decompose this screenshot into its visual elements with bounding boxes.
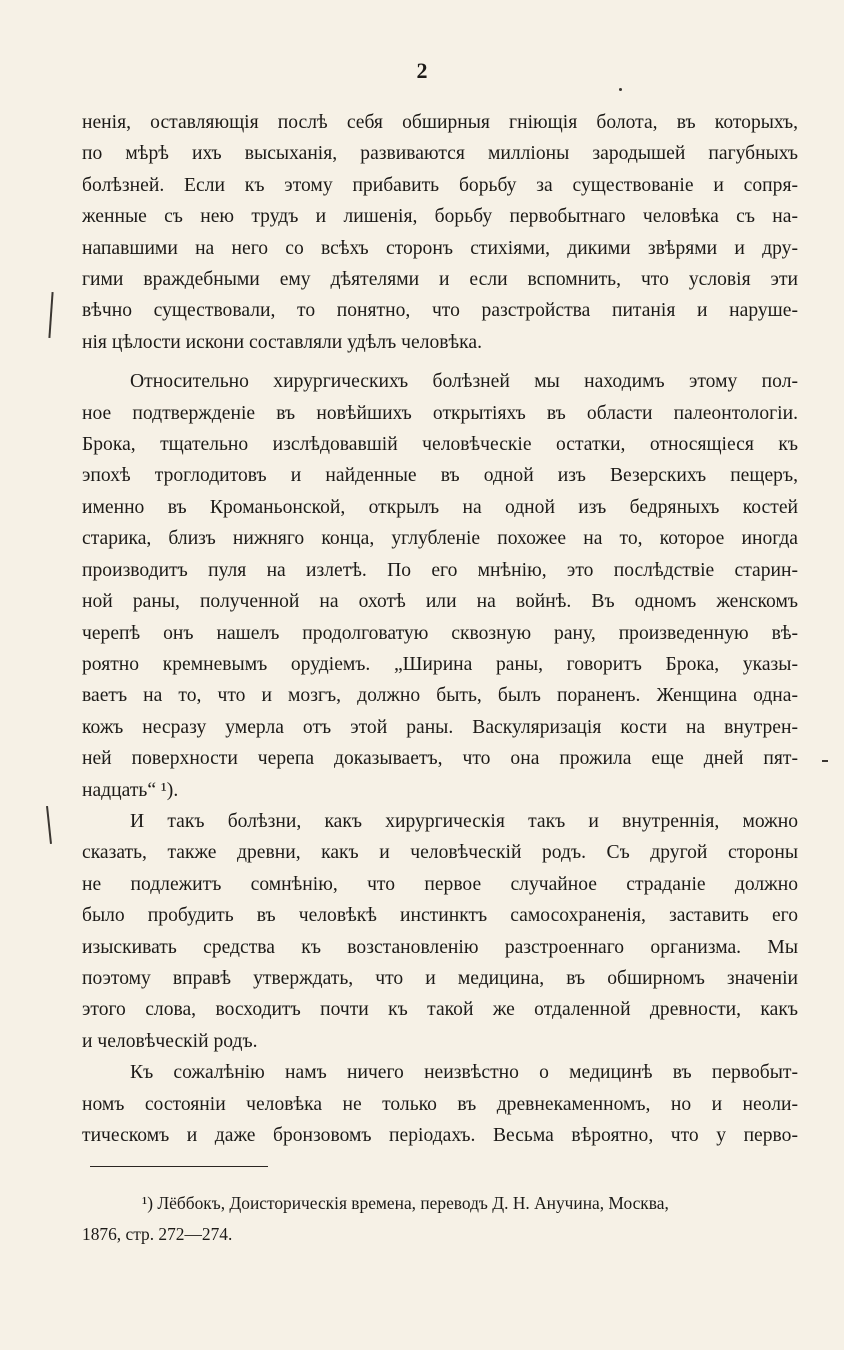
footnote: [82, 1188, 798, 1250]
text-line: производитъ пуля на излетѣ. По его мнѣнію, это послѣдствіе старин-: [82, 559, 798, 581]
text-line: эпохѣ троглодитовъ и найденные въ одной изъ Везерскихъ пещеръ,: [82, 465, 798, 487]
text-line: черепѣ онъ нашелъ продолговатую сквозную рану, произведенную вѣ-: [82, 622, 798, 644]
footnote-line: ¹) Лёббокъ, Доисторическія времена, переводъ Д. Н. Анучина, Москва,: [142, 1193, 669, 1213]
text-line: и человѣческій родъ.: [82, 1030, 258, 1052]
text-line: вѣчно существовали, то понятно, что разстройства питанія и наруше-: [82, 300, 798, 322]
footnote-line: 1876, стр. 272—274.: [82, 1224, 233, 1244]
text-line: кожъ несразу умерла отъ этой раны. Васкуляризація кости на внутрен-: [82, 716, 798, 738]
footnote-separator: [90, 1166, 268, 1167]
text-line: гими враждебными ему дѣятелями и если вспомнить, что условія эти: [82, 269, 798, 291]
body-text: [82, 107, 798, 1151]
page-number: 2: [416, 58, 428, 83]
text-line: не подлежитъ сомнѣнію, что первое случайное страданіе должно: [82, 873, 798, 895]
text-line: именно въ Кроманьонской, открылъ на одной изъ бедряныхъ костей: [82, 496, 798, 518]
text-line: роятно кремневымъ орудіемъ. „Ширина раны, говоритъ Брока, указы-: [82, 653, 798, 675]
text-line: изыскивать средства къ возстановленію разстроеннаго организма. Мы: [82, 936, 798, 958]
text-line: ное подтвержденіе въ новѣйшихъ открытіяхъ въ области палеонтологіи.: [82, 402, 798, 424]
text-line: Брока, тщательно изслѣдовавшій человѣческіе остатки, относящіеся къ: [82, 434, 798, 456]
text-line: болѣзней. Если къ этому прибавить борьбу за существованіе и сопря-: [82, 174, 798, 196]
text-line: старика, близъ нижняго конца, углубленіе похожее на то, которое иногда: [82, 528, 798, 550]
text-line: ней поверхности черепа доказываетъ, что она прожила еще дней пят-: [82, 748, 798, 770]
text-line: было пробудить въ человѣкѣ инстинктъ самосохраненія, заставить его: [82, 905, 798, 927]
margin-tick-mark: [822, 760, 828, 762]
text-line: этого слова, восходитъ почти къ такой же отдаленной древности, какъ: [82, 999, 798, 1021]
text-line: ваетъ на то, что и мозгъ, должно быть, былъ пораненъ. Женщина одна-: [82, 685, 798, 707]
text-line: нія цѣлости искони составляли удѣлъ человѣка.: [82, 331, 482, 353]
text-line: поэтому вправѣ утверждать, что и медицина, въ обширномъ значеніи: [82, 967, 798, 989]
text-line: сказать, также древни, какъ и человѣческій родъ. Съ другой стороны: [82, 842, 798, 864]
text-line: ненія, оставляющія послѣ себя обширныя гніющія болота, въ которыхъ,: [82, 112, 798, 133]
margin-pencil-mark: [46, 806, 51, 844]
text-line: женные съ нею трудъ и лишенія, борьбу первобытнаго человѣка съ на-: [82, 206, 798, 228]
text-line: ной раны, полученной на охотѣ или на войнѣ. Въ одномъ женскомъ: [82, 591, 798, 613]
text-line: напавшими на него со всѣхъ сторонъ стихіями, дикими звѣрями и дру-: [82, 237, 798, 259]
text-line: Относительно хирургическихъ болѣзней мы находимъ этому пол-: [130, 371, 798, 393]
text-line: Къ сожалѣнію намъ ничего неизвѣстно о медицинѣ въ первобыт-: [130, 1062, 798, 1084]
print-speck: [619, 88, 622, 91]
text-line: номъ состояніи человѣка не только въ древнекаменномъ, но и неоли-: [82, 1093, 798, 1115]
text-line: по мѣрѣ ихъ высыханія, развиваются милліоны зародышей пагубныхъ: [82, 143, 798, 165]
text-line: надцать“ ¹).: [82, 779, 179, 801]
text-line: И такъ болѣзни, какъ хирургическія такъ и внутреннія, можно: [130, 810, 798, 832]
margin-pencil-mark: [48, 292, 53, 338]
text-line: тическомъ и даже бронзовомъ періодахъ. Весьма вѣроятно, что у перво-: [82, 1125, 798, 1146]
